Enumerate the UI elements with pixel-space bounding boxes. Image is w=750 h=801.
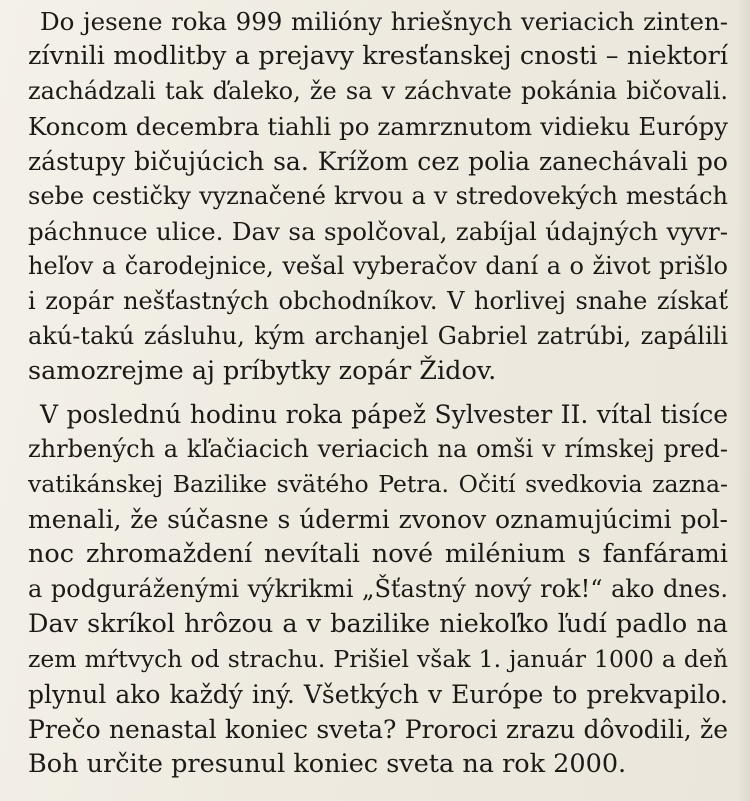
text-line: V poslednú hodinu roka pápež Sylvester II. vítal tisíce xyxy=(40,400,728,429)
text-line: Boh určite presunul koniec sveta na rok 2000. xyxy=(28,749,627,779)
text-line: zívnili modlitby a prejavy kresťanskej cnosti – niektorí xyxy=(28,41,728,71)
text-line: Dav skríkol hrôzou a v bazilike niekoľko ľudí padlo na xyxy=(28,609,728,639)
text-line: menali, že súčasne s údermi zvonov oznamujúcimi pol- xyxy=(28,505,728,534)
text-line: plynul ako každý iný. Všetkých v Európe to prekvapilo. xyxy=(28,680,728,709)
text-line: Do jesene roka 999 milióny hriešnych veriacich zinten- xyxy=(40,7,728,36)
page-edge-shadow xyxy=(736,0,750,801)
text-line: zachádzali tak ďaleko, že sa v záchvate pokánia bičovali. xyxy=(28,77,728,105)
text-line: samozrejme aj príbytky zopár Židov. xyxy=(28,356,497,386)
text-line: vatikánskej Bazilike svätého Petra. Očití svedkovia zazna- xyxy=(28,470,728,498)
text-line: noc zhromaždení nevítali nové milénium s fanfárami xyxy=(28,539,728,569)
text-line: zhrbených a kľačiacich veriacich na omši v rímskej pred- xyxy=(28,435,728,463)
text-line: zástupy bičujúcich sa. Krížom cez polia zanechávali po xyxy=(28,147,728,176)
text-line: sebe cestičky vyznačené krvou a v stredovekých mestách xyxy=(28,182,728,210)
text-line: heľov a čarodejnice, vešal vyberačov daní a o život prišlo xyxy=(28,252,728,280)
text-line: Prečo nenastal koniec sveta? Proroci zrazu dôvodili, že xyxy=(28,715,728,744)
text-line: a podguráženými výkrikmi „Šťastný nový rok!“ ako dnes. xyxy=(28,575,728,603)
text-line: páchnuce ulice. Dav sa spolčoval, zabíjal údajných vyvr- xyxy=(28,217,728,246)
text-line: akú-takú zásluhu, kým archanjel Gabriel zatrúbi, zapálili xyxy=(28,322,728,350)
text-line: i zopár nešťastných obchodníkov. V horlivej snahe získať xyxy=(28,287,728,315)
text-line: zem mŕtvych od strachu. Prišiel však 1. január 1000 a deň xyxy=(28,645,728,673)
text-line: Koncom decembra tiahli po zamrznutom vidieku Európy xyxy=(28,112,728,141)
